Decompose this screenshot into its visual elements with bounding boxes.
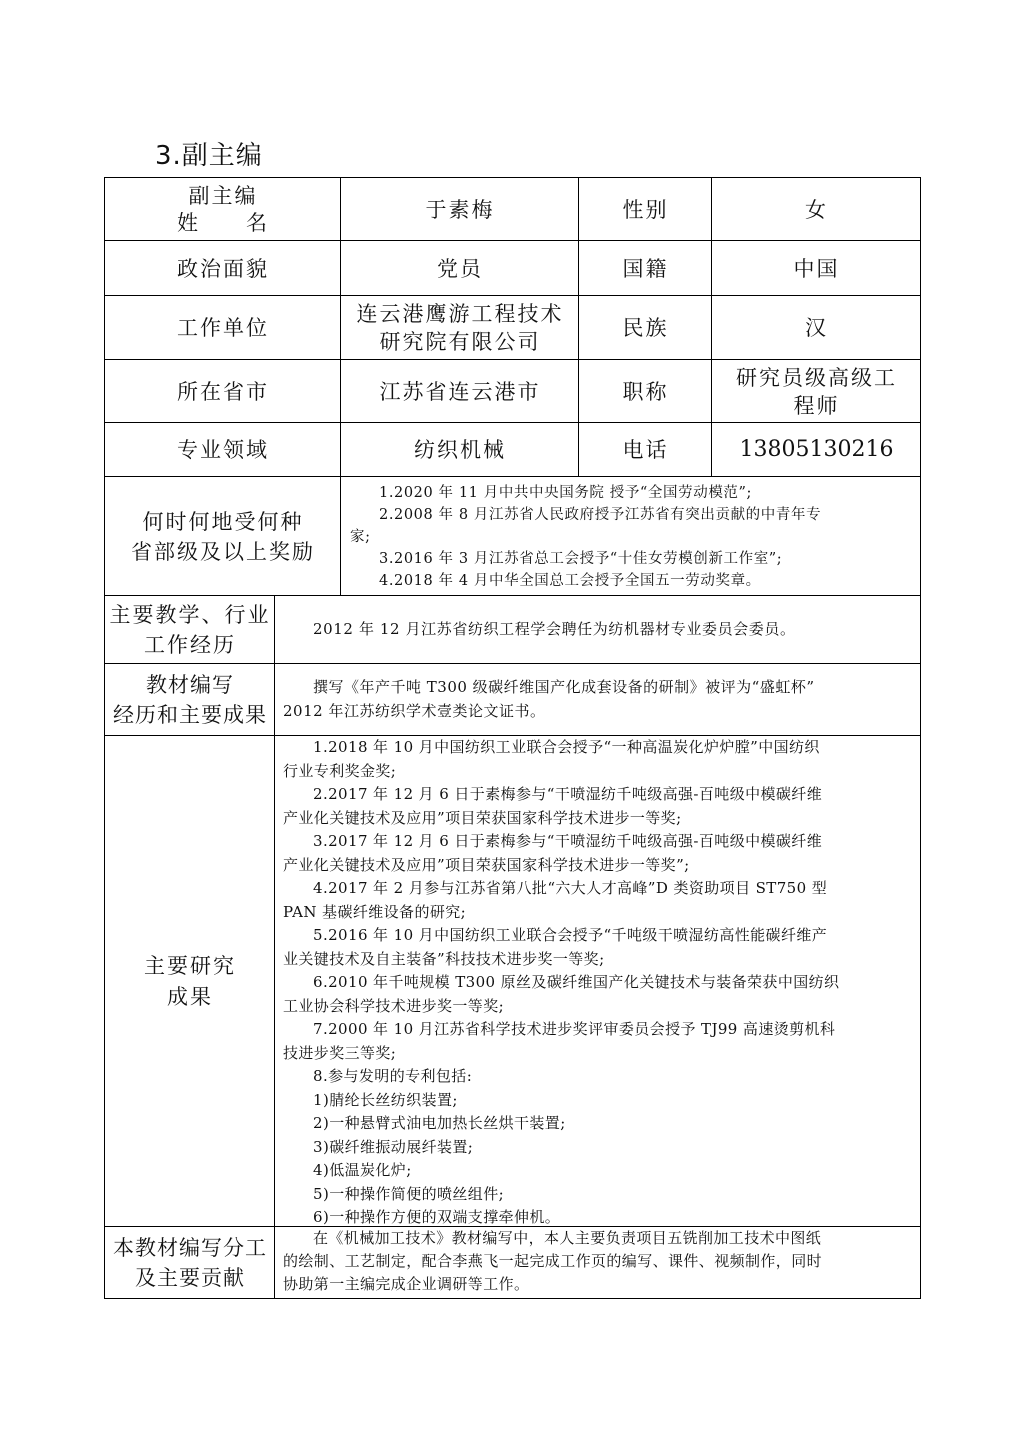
contribution-line3: 协助第一主编完成企业调研等工作。: [283, 1275, 530, 1293]
contribution-text: [283, 1227, 915, 1296]
research-line: 行业专利奖金奖;: [283, 761, 397, 780]
awards-label: [104, 476, 341, 596]
experience-label-line1: 主要教学、行业: [109, 603, 271, 627]
experience-text: 2012 年 12 月江苏省纺织工程学会聘任为纺机器材专业委员会委员。: [313, 620, 796, 639]
contribution-label-line2: 及主要贡献: [135, 1266, 245, 1290]
employer-line1: 连云港鹰游工程技术: [356, 302, 564, 326]
patent-item: 6)一种操作方便的双端支撑牵伸机。: [313, 1208, 561, 1226]
contribution-label-line1: 本教材编写分工: [113, 1236, 267, 1260]
title-label: 职称: [578, 359, 712, 423]
field-value: 纺织机械: [340, 422, 579, 477]
contribution-line2: 的绘制、工艺制定，配合李燕飞一起完成工作页的编写、课件、视频制作，同时: [283, 1252, 823, 1270]
patent-item: 5)一种操作简便的喷丝组件;: [313, 1184, 505, 1203]
patent-item: 2)一种悬臂式油电加热长丝烘干装置;: [313, 1114, 566, 1132]
contribution-line1: 在《机械加工技术》教材编写中，本人主要负责项目五铣削加工技术中图纸: [313, 1229, 822, 1247]
textbook-label-line2: 经历和主要成果: [113, 703, 267, 727]
ethnicity-label: 民族: [578, 295, 712, 360]
research-line: PAN 基碳纤维设备的研究;: [283, 902, 467, 921]
field-label: 专业领域: [104, 422, 341, 477]
name-label: [104, 177, 341, 241]
research-label: [104, 735, 275, 1227]
research-label-line2: 成果: [167, 984, 213, 1009]
research-line: 1.2018 年 10 月中国纺织工业联合会授予“一种高温炭化炉炉膛”中国纺织: [313, 738, 820, 756]
politics-label: 政治面貌: [104, 240, 341, 296]
patent-item: 3)碳纤维振动展纤装置;: [313, 1137, 474, 1156]
awards-label-line2: 省部级及以上奖励: [131, 539, 315, 564]
vice-editor-table: [104, 177, 921, 1299]
research-line: 4.2017 年 2 月参与江苏省第八批“六大人才高峰”D 类资助项目 ST750 型: [313, 879, 828, 897]
name-value: 于素梅: [340, 177, 579, 241]
awards-text: [350, 482, 915, 592]
textbook-label-line1: 教材编写: [146, 673, 234, 697]
ethnicity-value: 汉: [711, 295, 921, 360]
employer-line2: 研究院有限公司: [379, 330, 541, 354]
experience-label-line2: 工作经历: [144, 633, 236, 657]
research-line: 2.2017 年 12 月 6 日于素梅参与“干喷湿纺千吨级高强-百吨级中模碳纤维: [313, 785, 823, 803]
name-label-line1: 副主编: [188, 183, 258, 208]
contribution-label: [104, 1226, 275, 1299]
research-line: 工业协会科学技术进步奖一等奖;: [283, 996, 505, 1015]
city-value: 江苏省连云港市: [340, 359, 579, 423]
research-label-line1: 主要研究: [144, 953, 236, 978]
experience-content: [274, 595, 921, 664]
award-item-1: 1.2020 年 11 月中共中央国务院 授予“全国劳动模范”;: [379, 485, 753, 501]
research-line: 6.2010 年千吨规模 T300 原丝及碳纤维国产化关键技术与装备荣获中国纺织: [313, 973, 840, 991]
award-item-2-cont: 家;: [350, 529, 371, 545]
employer-label: 工作单位: [104, 295, 341, 360]
research-line: 7.2000 年 10 月江苏省科学技术进步奖评审委员会授予 TJ99 高速烫剪机科: [313, 1020, 836, 1038]
textbook-line1: 撰写《年产千吨 T300 级碳纤维国产化成套设备的研制》被评为“盛虹杯”: [313, 678, 815, 696]
research-line: 3.2017 年 12 月 6 日于素梅参与“干喷湿纺千吨级高强-百吨级中模碳纤维: [313, 832, 823, 850]
research-line: 8.参与发明的专利包括:: [313, 1067, 473, 1085]
politics-value: 党员: [340, 240, 579, 296]
textbook-label: [104, 663, 275, 736]
nationality-label: 国籍: [578, 240, 712, 296]
title-line1: 研究员级高级工: [736, 365, 897, 390]
section-title: 3.副主编: [155, 141, 263, 171]
name-label-line2: 姓 名: [177, 210, 269, 235]
award-item-3: 3.2016 年 3 月江苏省总工会授予“十佳女劳模创新工作室”;: [379, 551, 783, 567]
nationality-value: 中国: [711, 240, 921, 296]
gender-value: 女: [711, 177, 921, 241]
patent-item: 4)低温炭化炉;: [313, 1161, 412, 1179]
research-line: 业关键技术及自主装备”科技技术进步奖一等奖;: [283, 949, 605, 968]
title-line2: 程师: [793, 393, 840, 418]
city-label: 所在省市: [104, 359, 341, 423]
research-line: 产业化关键技术及应用”项目荣获国家科学技术进步一等奖;: [283, 808, 682, 827]
award-item-2: 2.2008 年 8 月江苏省人民政府授予江苏省有突出贡献的中青年专: [379, 507, 822, 523]
phone-value: 13805130216: [711, 422, 921, 477]
gender-label: 性别: [578, 177, 712, 241]
phone-label: 电话: [578, 422, 712, 477]
textbook-line2: 2012 年江苏纺织学术壹类论文证书。: [283, 701, 546, 720]
award-item-4: 4.2018 年 4 月中华全国总工会授予全国五一劳动奖章。: [379, 573, 761, 589]
employer-value: [340, 295, 579, 360]
title-value: [711, 359, 921, 423]
research-line: 产业化关键技术及应用”项目荣获国家科学技术进步一等奖”;: [283, 855, 690, 874]
experience-label: [104, 595, 275, 664]
patent-item: 1)腈纶长丝纺织装置;: [313, 1090, 458, 1109]
research-line: 5.2016 年 10 月中国纺织工业联合会授予“千吨级干喷湿纺高性能碳纤维产: [313, 926, 828, 944]
research-line: 技进步奖三等奖;: [283, 1043, 397, 1062]
textbook-text: [283, 676, 915, 723]
research-text: [283, 736, 915, 1230]
awards-label-line1: 何时何地受何种: [142, 509, 304, 534]
